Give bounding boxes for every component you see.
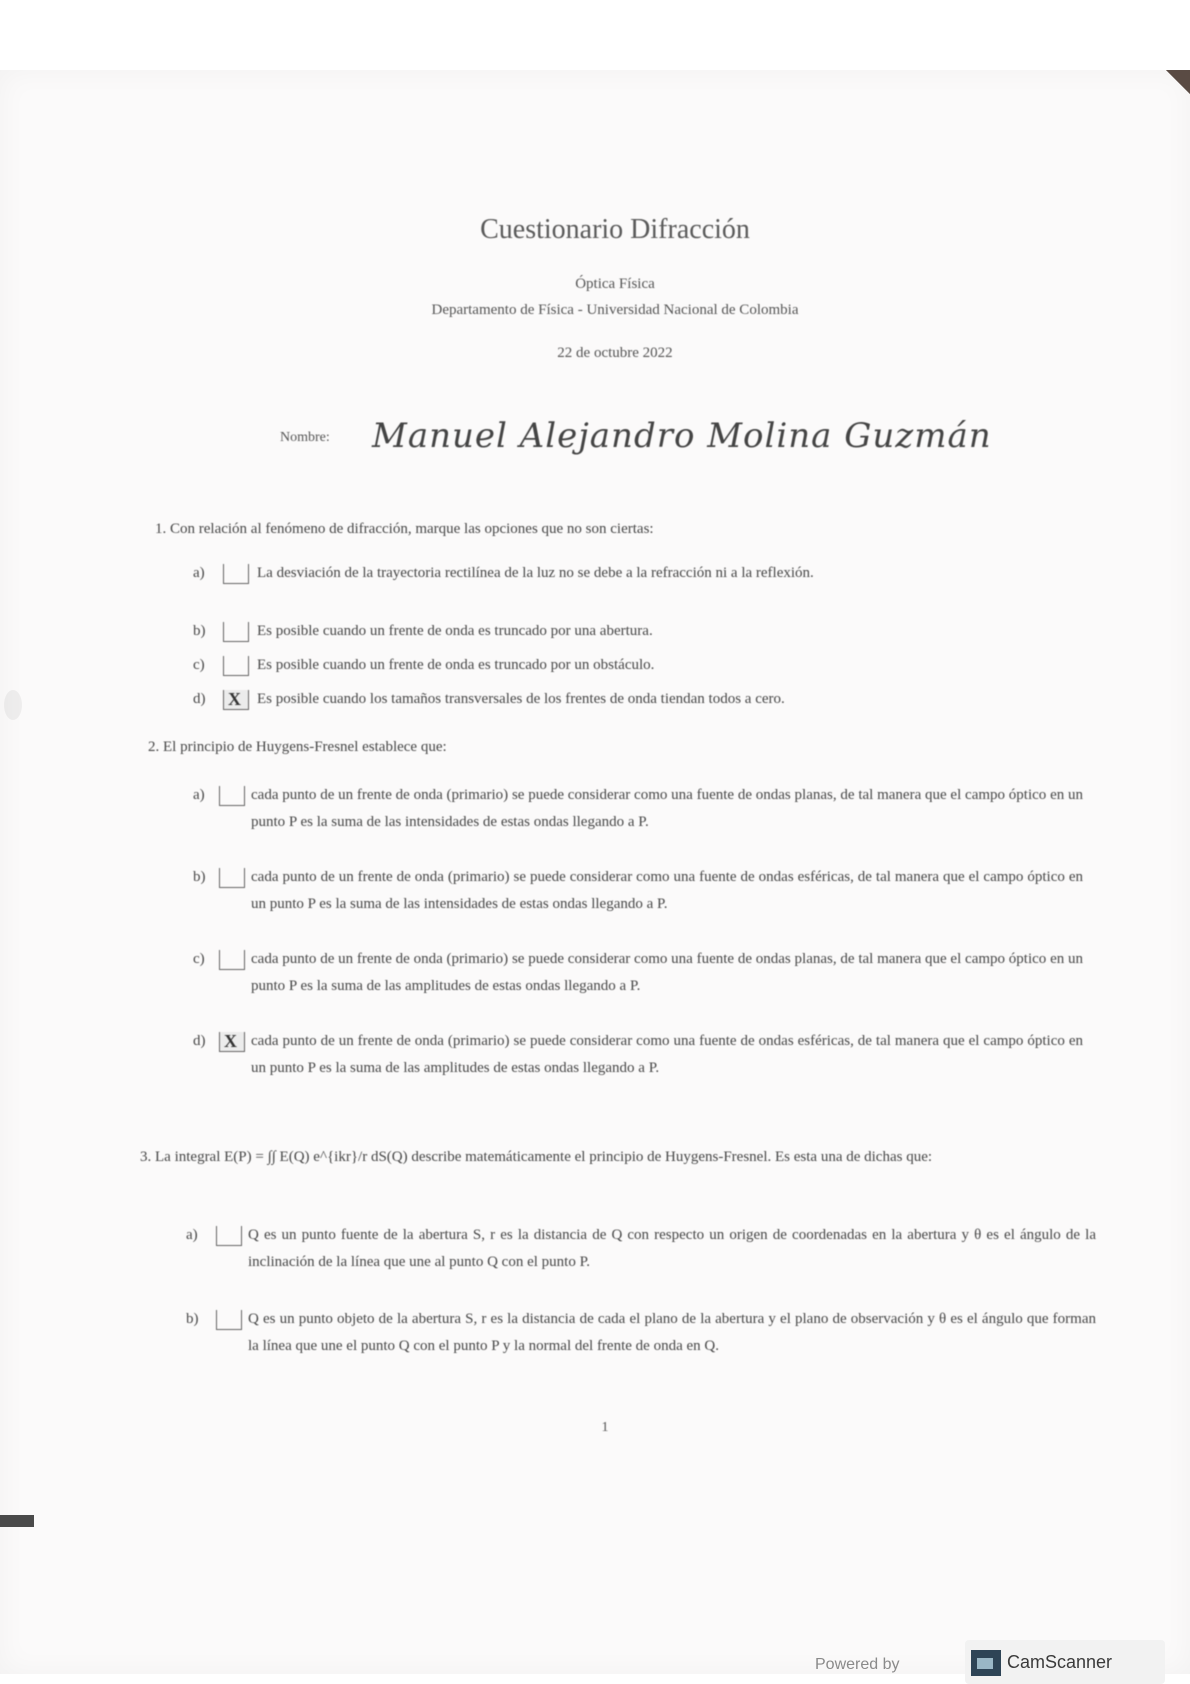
option-letter: b) [186, 1311, 199, 1327]
q3-option-b-checkbox[interactable] [216, 1310, 242, 1330]
option-text: Es posible cuando los tamaños transversales de los frentes de onda tiendan todos a cero. [257, 691, 785, 707]
q1-option-d [193, 686, 1083, 714]
q3-option-a [186, 1222, 1096, 1304]
q1-option-b-checkbox[interactable] [223, 622, 249, 642]
q2-option-a-checkbox[interactable] [219, 786, 245, 806]
question-2-stem [148, 736, 1008, 758]
q2-option-a [193, 782, 1083, 864]
option-text: Es posible cuando un frente de onda es truncado por un obstáculo. [257, 657, 655, 673]
q3-option-b [186, 1306, 1096, 1388]
q2-option-d [193, 1028, 1083, 1110]
question-number: 1. [155, 521, 167, 537]
option-text: cada punto de un frente de onda (primario) se puede considerar como una fuente de ondas esféricas, de tal manera que el campo óptico en un punto P es la suma de las amplitudes de estas ondas llegando a P. [251, 1033, 1083, 1076]
question-text: La integral E(P) = ∫∫ E(Q) e^{ikr}/r dS(Q) describe matemáticamente el principio de Huygens-Fresnel. Es esta una de dichas que: [155, 1149, 933, 1165]
q1-option-a [193, 560, 1083, 614]
option-letter: b) [193, 869, 206, 885]
q2-option-c-checkbox[interactable] [219, 950, 245, 970]
camscanner-badge [965, 1640, 1165, 1684]
document-date: 22 de octubre 2022 [557, 345, 673, 361]
q2-option-b-checkbox[interactable] [219, 868, 245, 888]
option-text: Es posible cuando un frente de onda es truncado por una abertura. [257, 623, 653, 639]
document-department: Departamento de Física - Universidad Nacional de Colombia [431, 302, 799, 318]
document-author: Óptica Física [575, 276, 655, 292]
q1-option-d-checkbox[interactable] [223, 690, 249, 710]
question-1-stem [155, 518, 1015, 540]
document-title: Cuestionario Difracción [480, 214, 750, 245]
q1-option-a-checkbox[interactable] [223, 564, 249, 584]
powered-by-label: Powered by [815, 1656, 900, 1673]
option-letter: a) [193, 565, 205, 581]
camscanner-logo-icon [971, 1650, 1001, 1676]
q1-option-c-checkbox[interactable] [223, 656, 249, 676]
checkbox-mark: X [228, 689, 241, 709]
option-letter: c) [193, 657, 205, 673]
q1-option-c [193, 652, 1083, 680]
option-text: Q es un punto fuente de la abertura S, r es la distancia de Q con respecto un origen de coordenadas en la abertura y θ es el ángulo de la inclinación de la línea que une al punto Q con el punto P. [248, 1227, 1096, 1270]
handwritten-name: Manuel Alejandro Molina Guzmán [372, 416, 992, 456]
question-number: 2. [148, 739, 160, 755]
q1-option-b [193, 618, 1083, 646]
option-text: La desviación de la trayectoria rectilínea de la luz no se debe a la refracción ni a la reflexión. [257, 565, 814, 581]
option-text: cada punto de un frente de onda (primario) se puede considerar como una fuente de ondas planas, de tal manera que el campo óptico en un punto P es la suma de las amplitudes de estas ondas llegando a P. [251, 951, 1083, 994]
name-row [280, 416, 992, 456]
q2-option-c [193, 946, 1083, 1028]
option-letter: c) [193, 951, 205, 967]
question-3-stem [140, 1146, 1100, 1168]
q2-option-b [193, 864, 1083, 946]
option-text: cada punto de un frente de onda (primario) se puede considerar como una fuente de ondas planas, de tal manera que el campo óptico en un punto P es la suma de las intensidades de estas ondas llegando a P. [251, 787, 1083, 830]
option-letter: b) [193, 623, 206, 639]
page-number: 1 [601, 1420, 609, 1435]
option-letter: d) [193, 691, 206, 707]
checkbox-mark: X [224, 1031, 237, 1051]
question-text: El principio de Huygens-Fresnel establece que: [163, 739, 447, 755]
option-text: cada punto de un frente de onda (primario) se puede considerar como una fuente de ondas esféricas, de tal manera que el campo óptico en un punto P es la suma de las intensidades de estas ondas llegando a P. [251, 869, 1083, 912]
camscanner-brand: CamScanner [1007, 1652, 1113, 1672]
q2-option-d-checkbox[interactable] [219, 1032, 245, 1052]
option-letter: d) [193, 1033, 206, 1049]
question-number: 3. [140, 1149, 152, 1165]
name-label: Nombre: [280, 430, 330, 445]
q3-option-a-checkbox[interactable] [216, 1226, 242, 1246]
option-letter: a) [186, 1227, 198, 1243]
option-text: Q es un punto objeto de la abertura S, r es la distancia de cada el plano de la abertura y el plano de observación y θ es el ángulo que forman la línea que une el punto Q con el punto P y la normal del frente de onda en Q. [248, 1311, 1096, 1354]
question-text: Con relación al fenómeno de difracción, marque las opciones que no son ciertas: [170, 521, 654, 537]
option-letter: a) [193, 787, 205, 803]
